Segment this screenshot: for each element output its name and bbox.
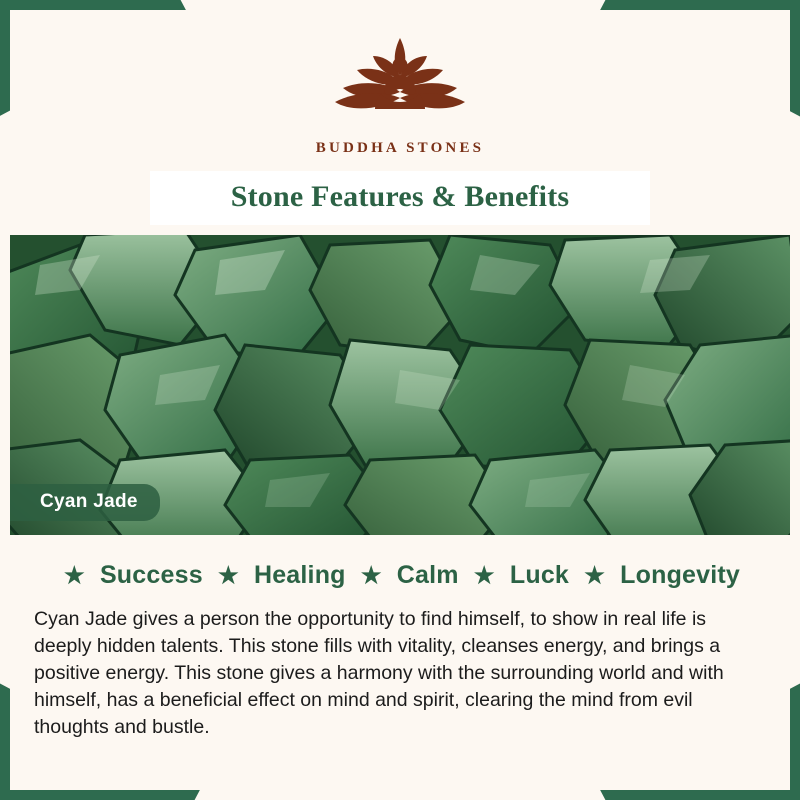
star-icon: ★ xyxy=(473,562,495,588)
benefit-longevity: Longevity xyxy=(620,561,741,589)
photo-caption-badge: Cyan Jade xyxy=(10,484,160,521)
lotus-meditation-icon xyxy=(305,32,495,127)
content-section xyxy=(10,535,790,741)
brand-name: BUDDHA STONES xyxy=(315,140,485,156)
star-icon: ★ xyxy=(217,562,239,588)
description-paragraph: Cyan Jade gives a person the opportunity to find himself, to show in real life is deeply hidden talents. This stone fills with vitality, cleanses energy, and brings a positive energy. This stone gives a harmony with the surrounding world and with himself, has a beneficial effect on mind and spirit, clearing the mind from evil thoughts and bustle. xyxy=(34,608,724,738)
star-icon: ★ xyxy=(360,562,382,588)
benefit-success: Success xyxy=(99,561,203,589)
benefit-healing: Healing xyxy=(253,561,346,589)
stone-photo xyxy=(10,235,790,535)
title-band xyxy=(150,171,650,225)
benefit-luck: Luck xyxy=(509,561,570,589)
star-icon: ★ xyxy=(584,562,606,588)
page-title: Stone Features & Benefits xyxy=(230,180,570,213)
star-icon: ★ xyxy=(63,562,85,588)
brand-header xyxy=(10,10,790,157)
poster-inner xyxy=(10,10,790,790)
benefits-list xyxy=(34,561,766,590)
benefit-calm: Calm xyxy=(396,561,459,589)
